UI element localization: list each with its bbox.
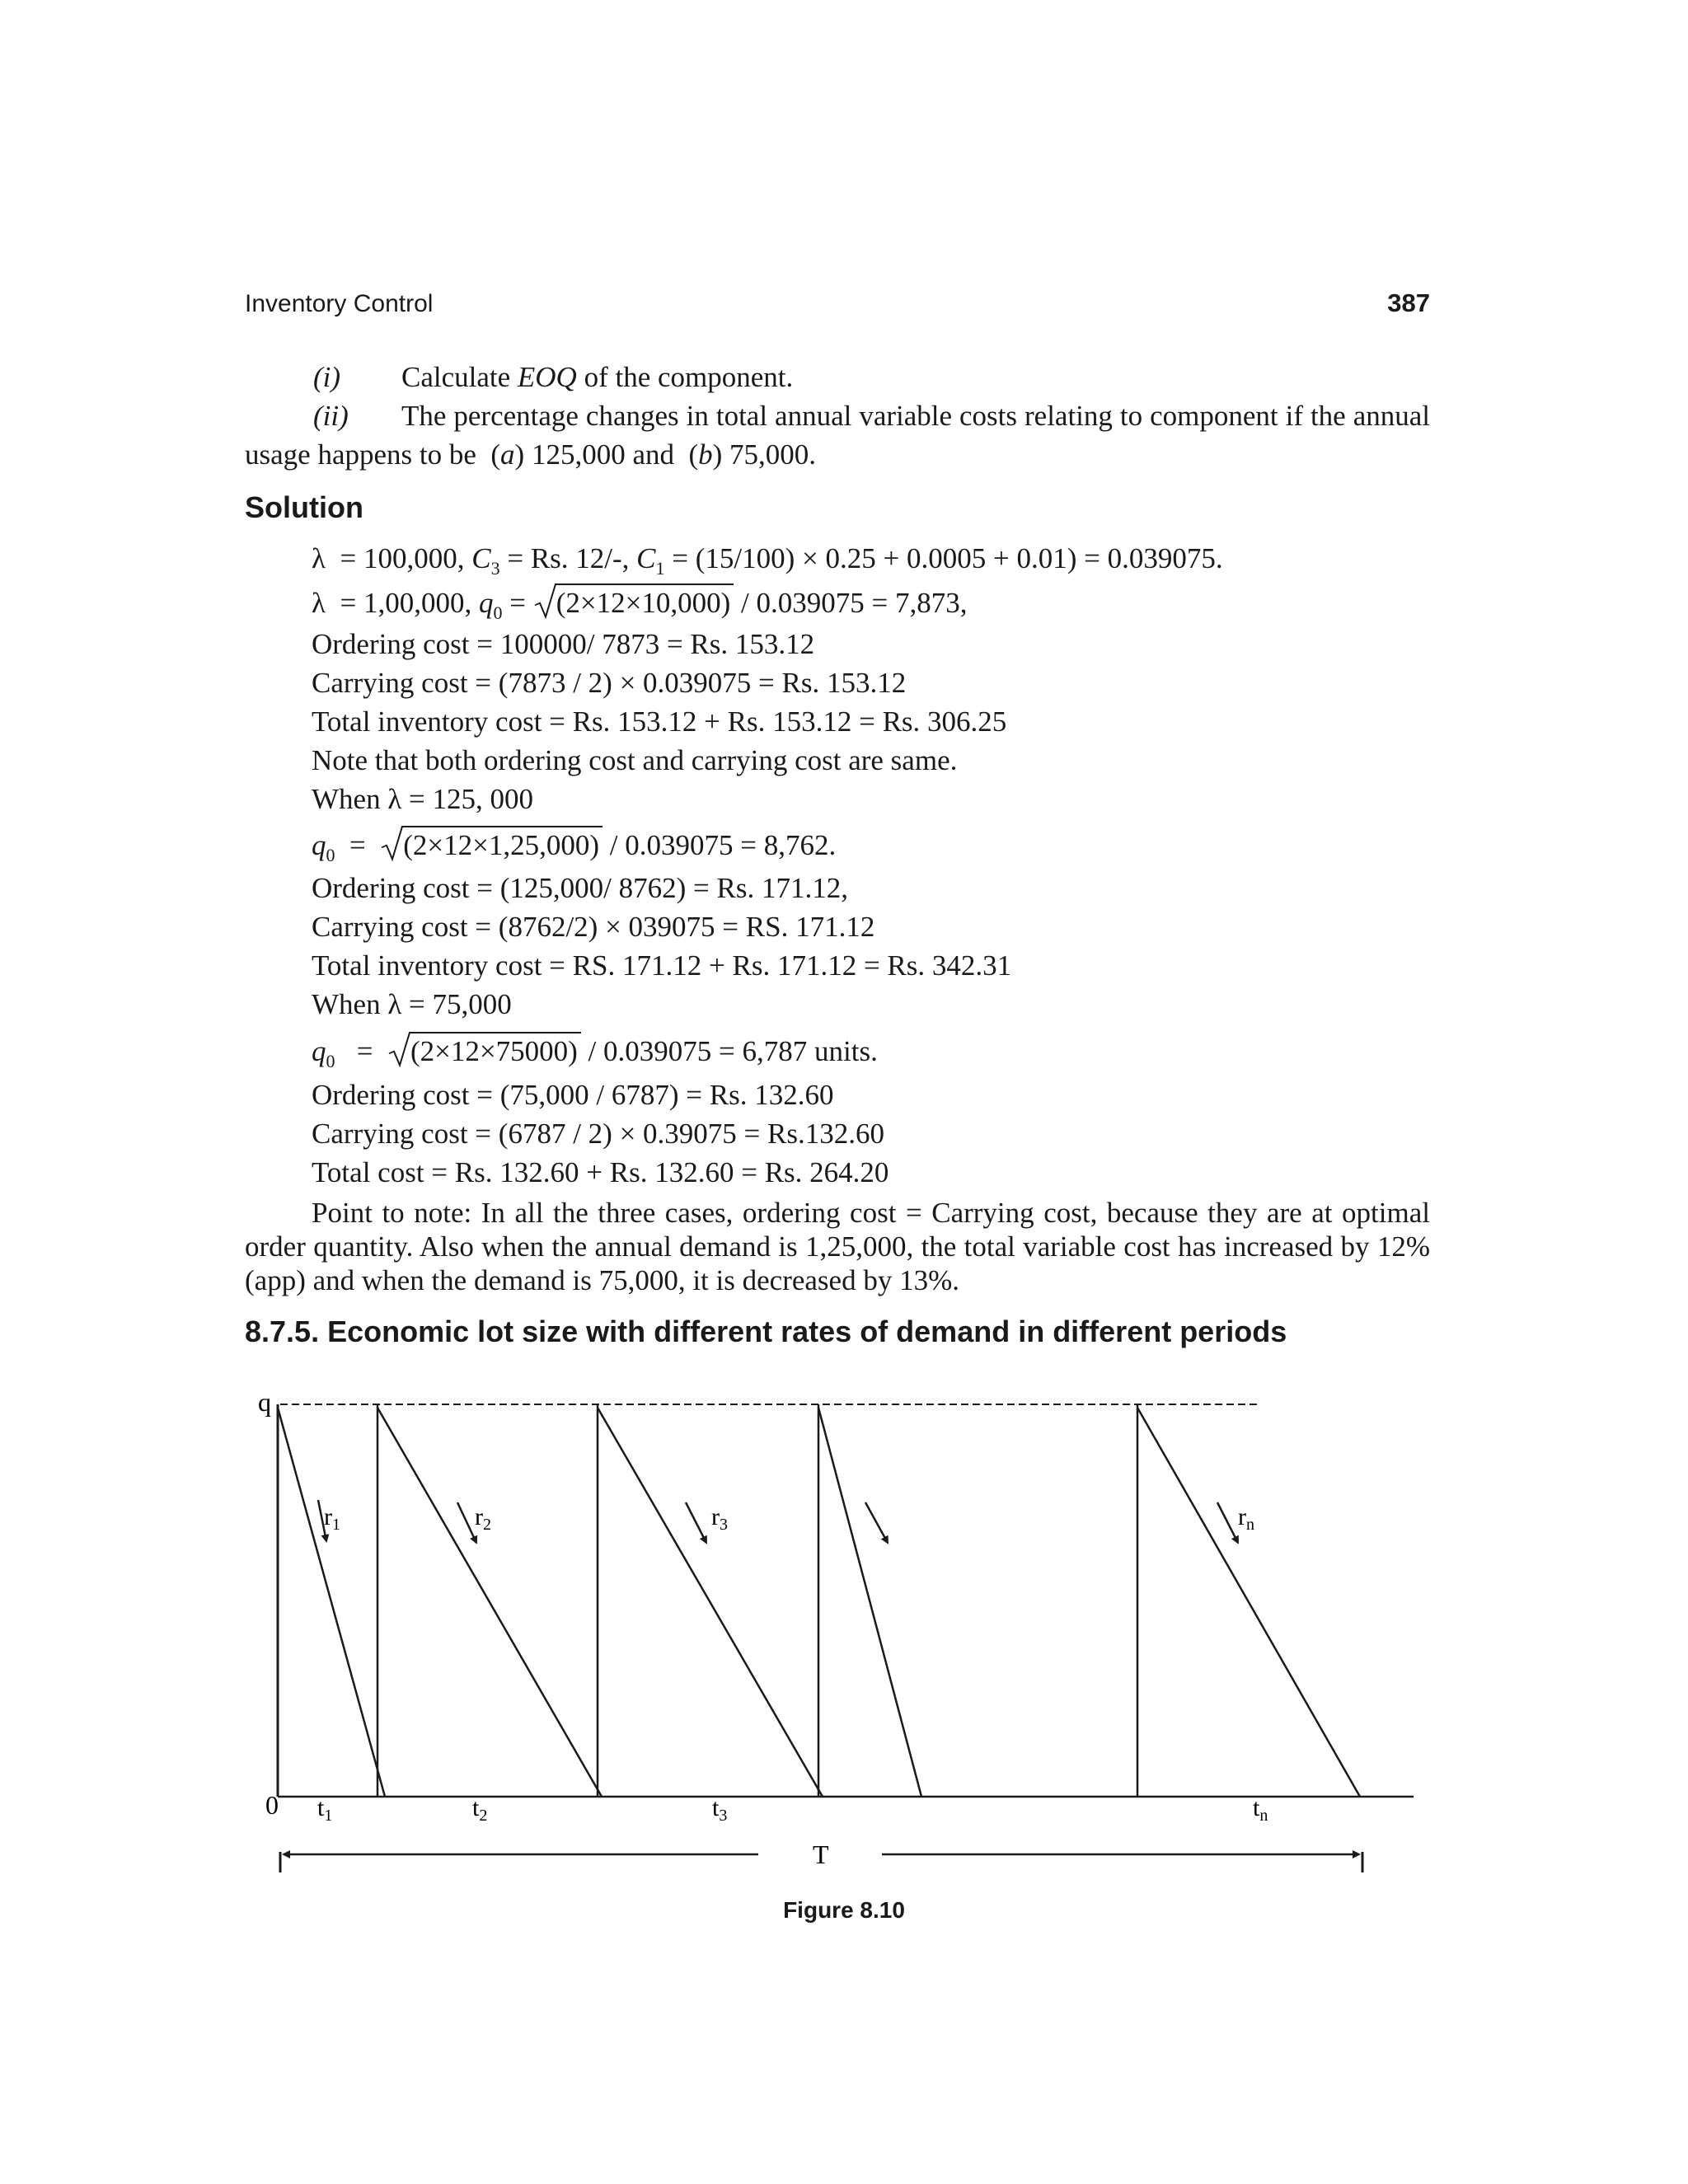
- rate-arrow-n: [1217, 1502, 1238, 1543]
- item-ii-label: (ii): [313, 400, 349, 432]
- running-title: Inventory Control: [245, 290, 434, 317]
- solution-line-12: When λ = 75,000: [312, 988, 512, 1020]
- item-i-label: (i): [313, 361, 341, 393]
- label-r2: $r_2$: [475, 1503, 491, 1534]
- item-ii-text: The percentage changes in total annual variable costs relating to component if the annual usage happens to be (a) 125,000 and (b) 75,000.: [245, 400, 1430, 471]
- solution-line-2: λ = 1,00,000, $q_0$ = (2×12×10,000) / 0.039075 = 7,873,: [312, 583, 967, 624]
- label-r1: $r_1$: [324, 1503, 340, 1534]
- depletion-line-4: [818, 1408, 921, 1797]
- solution-line-14: Ordering cost = (75,000 / 6787) = Rs. 132.60: [312, 1079, 834, 1111]
- page-number: 387: [1387, 288, 1430, 317]
- rate-arrow-3: [686, 1502, 706, 1543]
- solution-note: Point to note: In all the three cases, ordering cost = Carrying cost, because they are at optimal order quantity. Also when the annual demand is 1,25,000, the total variable cost has increased by 12% (app) and when the demand is 75,000, it is decreased by 13%.: [245, 1197, 1430, 1296]
- depletion-line-2: [377, 1408, 602, 1797]
- sqrt-expression-1: (2×12×10,000): [533, 583, 734, 620]
- item-i-text: Calculate EOQ of the component.: [401, 361, 794, 393]
- label-r3: $r_3$: [711, 1503, 728, 1534]
- solution-line-7: When λ = 125, 000: [312, 783, 534, 815]
- solution-heading: Solution: [245, 490, 363, 524]
- rate-arrow-2: [457, 1502, 476, 1543]
- solution-line-5: Total inventory cost = Rs. 153.12 + Rs. 153.12 = Rs. 306.25: [312, 705, 1007, 738]
- solution-line-11: Total inventory cost = RS. 171.12 + Rs. 171.12 = Rs. 342.31: [312, 949, 1012, 982]
- solution-line-15: Carrying cost = (6787 / 2) × 0.39075 = Rs.132.60: [312, 1118, 885, 1150]
- label-origin: 0: [265, 1790, 279, 1820]
- solution-line-4: Carrying cost = (7873 / 2) × 0.039075 = Rs. 153.12: [312, 667, 907, 699]
- figure-caption: Figure 8.10: [783, 1897, 905, 1923]
- depletion-line-3: [598, 1408, 823, 1797]
- solution-line-3: Ordering cost = 100000/ 7873 = Rs. 153.12: [312, 628, 815, 660]
- solution-line-8: $q_0$ = (2×12×1,25,000) / 0.039075 = 8,762.: [312, 826, 836, 866]
- solution-line-13: $q_0$ = (2×12×75000) / 0.039075 = 6,787 units.: [312, 1032, 878, 1072]
- label-t2: $t_2$: [472, 1794, 488, 1825]
- solution-line-9: Ordering cost = (125,000/ 8762) = Rs. 171.12,: [312, 872, 848, 904]
- depletion-line-n: [1137, 1408, 1360, 1797]
- section-heading: 8.7.5. Economic lot size with different rates of demand in different periods: [245, 1315, 1287, 1348]
- depletion-line-1: [278, 1408, 385, 1797]
- label-tn: $t_n$: [1253, 1794, 1268, 1825]
- rate-arrow-4: [865, 1502, 888, 1543]
- solution-line-10: Carrying cost = (8762/2) × 039075 = RS. 171.12: [312, 911, 875, 943]
- label-t3: $t_3$: [712, 1794, 728, 1825]
- label-T: T: [813, 1840, 829, 1869]
- sqrt-expression-3: (2×12×75000): [387, 1032, 581, 1068]
- label-q: q: [258, 1387, 271, 1417]
- solution-line-16: Total cost = Rs. 132.60 + Rs. 132.60 = Rs. 264.20: [312, 1156, 889, 1188]
- solution-line-1: λ = 100,000, $C_3 = Rs$. 12/-, $C_1 = (15/100) \times 0.25 + 0.0005 + 0.01) = 0.039075$.: [312, 542, 1223, 579]
- label-rn: $r_n$: [1238, 1503, 1254, 1534]
- sqrt-expression-2: (2×12×1,25,000): [380, 826, 603, 862]
- solution-line-6: Note that both ordering cost and carrying cost are same.: [312, 744, 958, 776]
- label-t1: $t_1$: [317, 1794, 333, 1825]
